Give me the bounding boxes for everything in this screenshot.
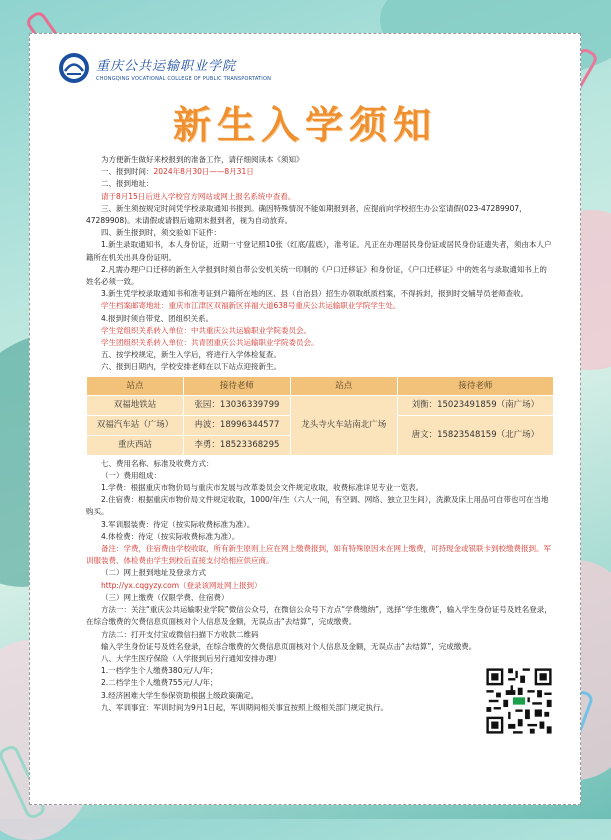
payment-method-2-detail: 输入学生身份证号及姓名登录，在综合缴费的欠费信息页面核对个人信息及金额，无误点击“去结算”，完成缴费。 — [101, 641, 477, 651]
archive-address: 学生档案邮寄地址：重庆市江津区双福新区祥福大道638号重庆公共运输职业学院学生处。 — [101, 301, 401, 311]
column-header: 接待老师 — [184, 376, 291, 395]
fee-note: 备注：学费，住宿费由学校收取，所有新生原则上应在网上缴费报到，如有特殊原因未在网上缴费，可持现金或银联卡到校缴费报到。军训服装费、体检费由学生到校后直接支付给相应供应商。 — [86, 544, 551, 566]
section-3: 三、新生须按规定时间凭学校录取通知书报到。确因特殊情况不能如期报到者，应提前向学校招生办公室请假(023-47289907，47289908)。未请假或请假后逾期未报到者，视为自动放弃。 — [86, 203, 527, 226]
section-4-item-3: 3.新生凭学校录取通知书和准考证到户籍所在地的区、县（自治县）招生办领取纸质档案，不得拆封，报到时交辅导员老师查收。 — [101, 289, 529, 299]
fee-training-uniform: 3.军训服装费：待定（按实际收费标准为准）。 — [101, 519, 255, 529]
notice-paper — [29, 33, 581, 805]
station-name: 重庆西站 — [87, 435, 184, 455]
teacher-contact: 冉波：18996344577 — [184, 415, 291, 435]
school-emblem-icon — [58, 52, 90, 84]
section-7-heading: 七、费用名称、标准及收费方式： — [101, 458, 214, 468]
section-4-item-1: 1.新生录取通知书，本人身份证，近期一寸登记照10张（红底/蓝底），准考证。凡正在办理居民身份证或居民身份证遗失者，须由本人户籍所在机关出具身份证明。 — [86, 240, 552, 262]
insurance-item-2: 2.二档学生个人缴费755元/人/年； — [101, 678, 218, 688]
table-row — [87, 395, 554, 415]
page-title: 新生入学须知 — [172, 103, 437, 147]
station-name: 双福地铁站 — [87, 395, 184, 415]
fee-tuition: 1.学费：根据重庆市物价局与重庆市发展与改革委员会文件规定收取，收费标准详见专业一览表。 — [101, 483, 424, 493]
teacher-contact: 刘衡：15023491859（南广场） — [397, 395, 553, 415]
section-4-heading: 四、新生报到时，须交验如下证件： — [101, 228, 221, 238]
teacher-contact: 唐文：15823548159（北广场） — [397, 415, 553, 455]
teacher-contact: 张园：13036339799 — [184, 395, 291, 415]
section-1: 一、报到时间：2024年8月30日——8月31日 — [101, 167, 254, 177]
insurance-item-1: 1.一档学生个人缴费380元/人/年； — [101, 666, 218, 676]
fee-composition: （一）费用组成： — [101, 470, 161, 480]
league-unit: 学生团组织关系转入单位：共青团重庆公共运输职业学院委员会。 — [101, 338, 319, 348]
school-name-cn: 重庆公共运输职业学院 — [96, 58, 237, 74]
online-report-link[interactable]: http://yx.cqgyzy.com（登录该网址网上报到） — [101, 580, 262, 590]
column-header: 站点 — [87, 376, 184, 395]
online-report-heading: （二）网上报到地址及登录方式 — [101, 568, 206, 578]
school-name-en: CHONGQING VOCATIONAL COLLEGE OF PUBLIC TRANSPORTATION — [96, 75, 272, 82]
party-unit: 学生党组织关系转入单位：中共重庆公共运输职业学院委员会。 — [101, 325, 311, 335]
column-header: 接待老师 — [397, 376, 553, 395]
payment-qr-code[interactable] — [484, 666, 554, 736]
section-2: 二、报到地址： — [101, 179, 154, 189]
notice-body — [86, 154, 554, 714]
teacher-contact: 李勇：18523368295 — [184, 435, 291, 455]
insurance-item-3: 3.经济困难大学生参保资助根据上级政策确定。 — [101, 690, 259, 700]
section-4-item-2: 2.凡需办理户口迁移的新生入学报到时须自带公安机关统一印制的《户口迁移证》和身份证，《户口迁移证》中的姓名与录取通知书上的姓名必须一致。 — [86, 264, 547, 287]
section-5: 五、按学校规定，新生入学后，将进行入学体检复查。 — [101, 350, 281, 360]
address-note: 请于8月15日后进入学校官方网站或网上报名系统中查看。 — [101, 191, 296, 201]
fee-medical-exam: 4.体检费：待定（按实际收费标准为准）。 — [101, 531, 240, 541]
online-payment-heading: （三）网上缴费（仅限学费、住宿费） — [101, 592, 229, 602]
fee-housing: 2.住宿费：根据重庆市物价局文件规定收取，1000/年/生（六人一间，有空调、网络、独立卫生间），洗漱及床上用品可自带也可在当地购买。 — [86, 495, 549, 517]
section-6: 六、报到日期内，学校安排老师在以下站点迎接新生。 — [101, 362, 281, 372]
section-8-heading: 八、大学生医疗保险（入学报到后另行通知安排办理） — [101, 653, 281, 663]
payment-method-2: 方法二：打开支付宝或微信扫描下方收款二维码 — [101, 629, 259, 639]
column-header: 站点 — [290, 376, 397, 395]
payment-method-1: 方法一：关注“重庆公共运输职业学院”微信公众号，在微信公众号下方点“学费缴纳”，选择“学生缴费”，输入学生身份证号及姓名登录，在综合缴费的欠费信息页面核对个人信息及金额，无误点击“去结算”，完成缴费。 — [86, 605, 552, 627]
section-9: 九、军训事宜：军训时间为9月1日起，军训期间相关事宜按照上级相关部门规定执行。 — [101, 702, 389, 712]
school-logo — [58, 48, 271, 88]
table-header-row — [87, 376, 554, 395]
intro-text: 为方便新生做好来校报到的准备工作，请仔细阅读本《须知》 — [101, 155, 304, 164]
station-name: 龙头寺火车站南北广场 — [290, 395, 397, 455]
station-name: 双福汽车站（广场） — [87, 415, 184, 435]
report-dates: 2024年8月30日——8月31日 — [153, 167, 254, 177]
section-4-item-4: 4.报到时须自带党、团组织关系。 — [101, 313, 214, 323]
station-table — [86, 376, 554, 456]
